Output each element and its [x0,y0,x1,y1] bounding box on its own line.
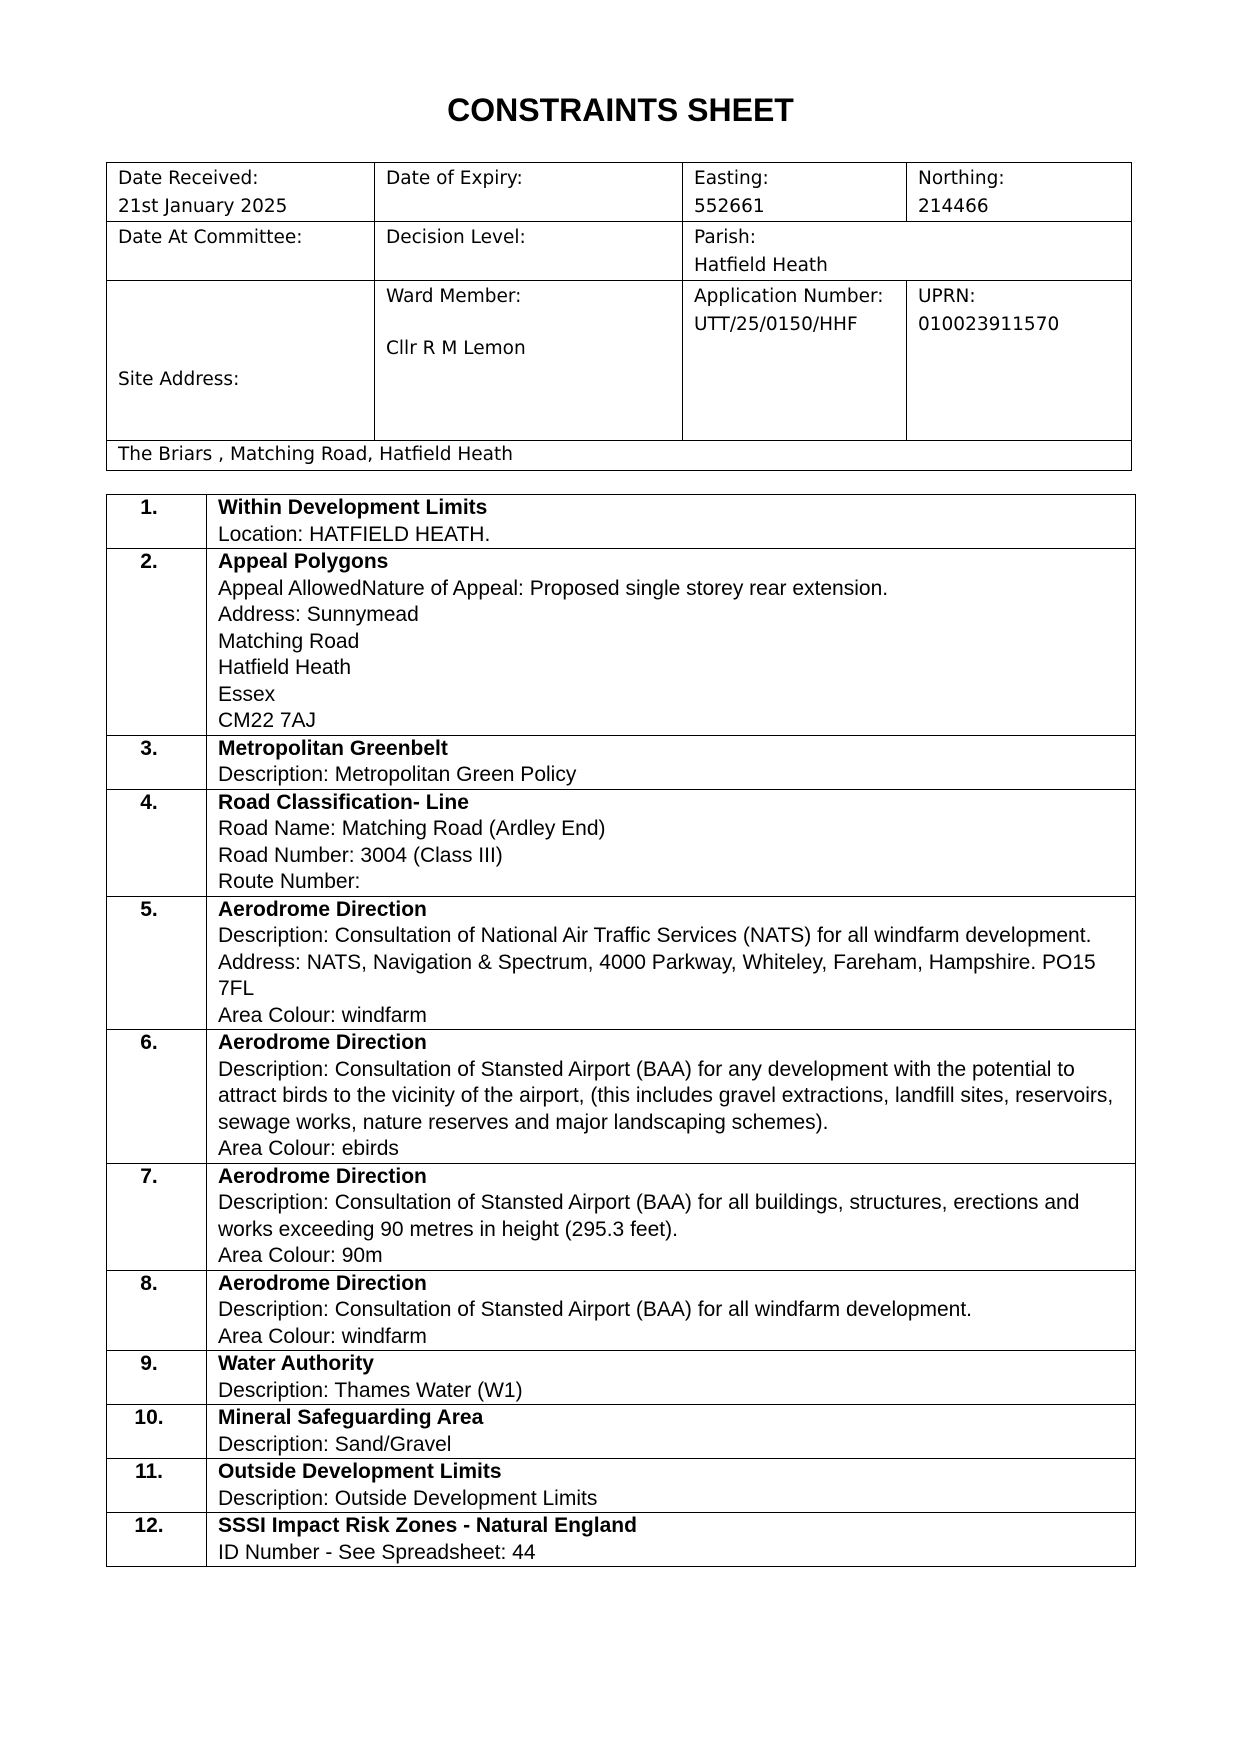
constraint-line: Road Number: 3004 (Class III) [218,843,503,867]
constraint-row [107,495,1136,549]
constraint-details [207,1030,1136,1164]
constraint-line: Description: Consultation of Stansted Airport (BAA) for all windfarm development. [218,1298,973,1321]
date-received-cell [107,163,375,222]
constraint-title: Aerodrome Direction [218,1164,427,1188]
constraint-number: 8. [107,1270,207,1351]
date-received-label: Date Received: [118,168,259,189]
ward-member-cell [375,281,683,441]
constraint-line: Matching Road [218,629,360,653]
page-title: CONSTRAINTS SHEET [447,92,794,128]
date-of-expiry-cell [375,163,683,222]
constraint-line: Description: Consultation of Stansted Airport (BAA) for any development with the potential to attract birds to the vicinity of the airport, (this includes gravel extractions, landfill sites, reservoirs, sewage works, nature reserves and major landscaping schemes). [218,1057,1114,1134]
constraint-number: 3. [107,735,207,789]
constraint-title: Metropolitan Greenbelt [218,736,448,760]
constraint-row [107,789,1136,896]
ward-member-label: Ward Member: [386,286,522,307]
constraint-number: 10. [107,1405,207,1459]
constraint-number: 4. [107,789,207,896]
uprn-value: 010023911570 [918,314,1060,335]
constraint-line: Description: Sand/Gravel [218,1432,452,1456]
easting-cell [683,163,907,222]
constraint-row [107,1270,1136,1351]
constraint-title: Road Classification- Line [218,790,469,814]
constraint-row [107,1405,1136,1459]
constraint-title: SSSI Impact Risk Zones - Natural England [218,1514,637,1537]
constraint-number: 2. [107,549,207,736]
site-address-label-cell [107,281,375,441]
site-address-value: The Briars , Matching Road, Hatfield Heath [118,444,513,465]
date-received-value: 21st January 2025 [118,196,288,217]
constraint-row [107,1351,1136,1405]
constraint-details [207,735,1136,789]
parish-label: Parish: [694,227,757,248]
constraint-line: Description: Outside Development Limits [218,1486,598,1510]
decision-level-label: Decision Level: [386,227,526,248]
constraint-line: Description: Thames Water (W1) [218,1378,523,1402]
constraint-line: Area Colour: windfarm [218,1324,427,1348]
constraints-table [106,494,1136,1567]
easting-value: 552661 [694,196,765,217]
constraint-line: Address: NATS, Navigation & Spectrum, 4000 Parkway, Whiteley, Fareham, Hampshire. PO15 7FL [218,950,1096,1000]
uprn-label: UPRN: [918,286,976,307]
constraint-line: Description: Metropolitan Green Policy [218,763,577,786]
constraint-number: 11. [107,1459,207,1513]
constraint-line: Description: Consultation of National Air Traffic Services (NATS) for all windfarm development. [218,924,1092,947]
constraint-details [207,1405,1136,1459]
decision-level-cell [375,222,683,281]
application-details-table [106,162,1132,471]
constraint-row [107,1513,1136,1567]
constraint-line: ID Number - See Spreadsheet: 44 [218,1540,536,1564]
constraint-line: Route Number: [218,870,361,893]
constraint-number: 9. [107,1351,207,1405]
date-of-expiry-label: Date of Expiry: [386,168,523,189]
constraint-details [207,789,1136,896]
date-at-committee-label: Date At Committee: [118,227,303,248]
constraint-details [207,495,1136,549]
constraint-row [107,735,1136,789]
constraint-line: Location: HATFIELD HEATH. [218,522,491,546]
constraint-number: 1. [107,495,207,549]
parish-value: Hatfield Heath [694,255,828,276]
site-address-label: Site Address: [118,368,240,390]
constraint-number: 12. [107,1513,207,1567]
constraint-title: Aerodrome Direction [218,1031,427,1054]
constraint-line: Appeal AllowedNature of Appeal: Proposed single storey rear extension. [218,576,889,600]
constraint-title: Within Development Limits [218,496,488,519]
constraint-title: Mineral Safeguarding Area [218,1406,484,1429]
northing-cell [907,163,1132,222]
easting-label: Easting: [694,168,769,189]
constraint-line: Hatfield Heath [218,656,352,679]
constraint-line: Essex [218,682,276,706]
date-at-committee-cell [107,222,375,281]
constraint-number: 7. [107,1163,207,1270]
northing-value: 214466 [918,196,989,217]
constraint-details [207,1513,1136,1567]
constraint-line: Description: Consultation of Stansted Airport (BAA) for all buildings, structures, erections and works exceeding 90 metres in height (295.3 feet). [218,1191,1080,1241]
constraint-row [107,1030,1136,1164]
parish-cell [683,222,1132,281]
constraint-details [207,896,1136,1030]
ward-member-value: Cllr R M Lemon [386,338,526,359]
constraint-number: 6. [107,1030,207,1164]
constraint-details [207,1270,1136,1351]
constraint-title: Water Authority [218,1352,374,1375]
constraint-line: Address: Sunnymead [218,603,419,626]
constraint-row [107,1163,1136,1270]
constraint-title: Outside Development Limits [218,1460,502,1483]
constraint-title: Aerodrome Direction [218,897,427,921]
application-number-cell [683,281,907,441]
constraint-row [107,549,1136,736]
site-address-value-cell [107,441,1132,471]
constraint-details [207,1163,1136,1270]
constraint-line: Road Name: Matching Road (Ardley End) [218,817,606,840]
constraint-details [207,549,1136,736]
constraint-line: Area Colour: windfarm [218,1003,427,1027]
application-number-value: UTT/25/0150/HHF [694,314,858,335]
application-number-label: Application Number: [694,286,884,307]
constraint-title: Appeal Polygons [218,550,389,573]
constraint-line: Area Colour: 90m [218,1244,383,1267]
uprn-cell [907,281,1132,441]
constraint-details [207,1459,1136,1513]
constraint-title: Aerodrome Direction [218,1271,427,1295]
constraint-line: CM22 7AJ [218,709,317,732]
constraint-details [207,1351,1136,1405]
constraint-row [107,1459,1136,1513]
constraint-number: 5. [107,896,207,1030]
constraint-row [107,896,1136,1030]
northing-label: Northing: [918,168,1005,189]
constraint-line: Area Colour: ebirds [218,1137,399,1160]
